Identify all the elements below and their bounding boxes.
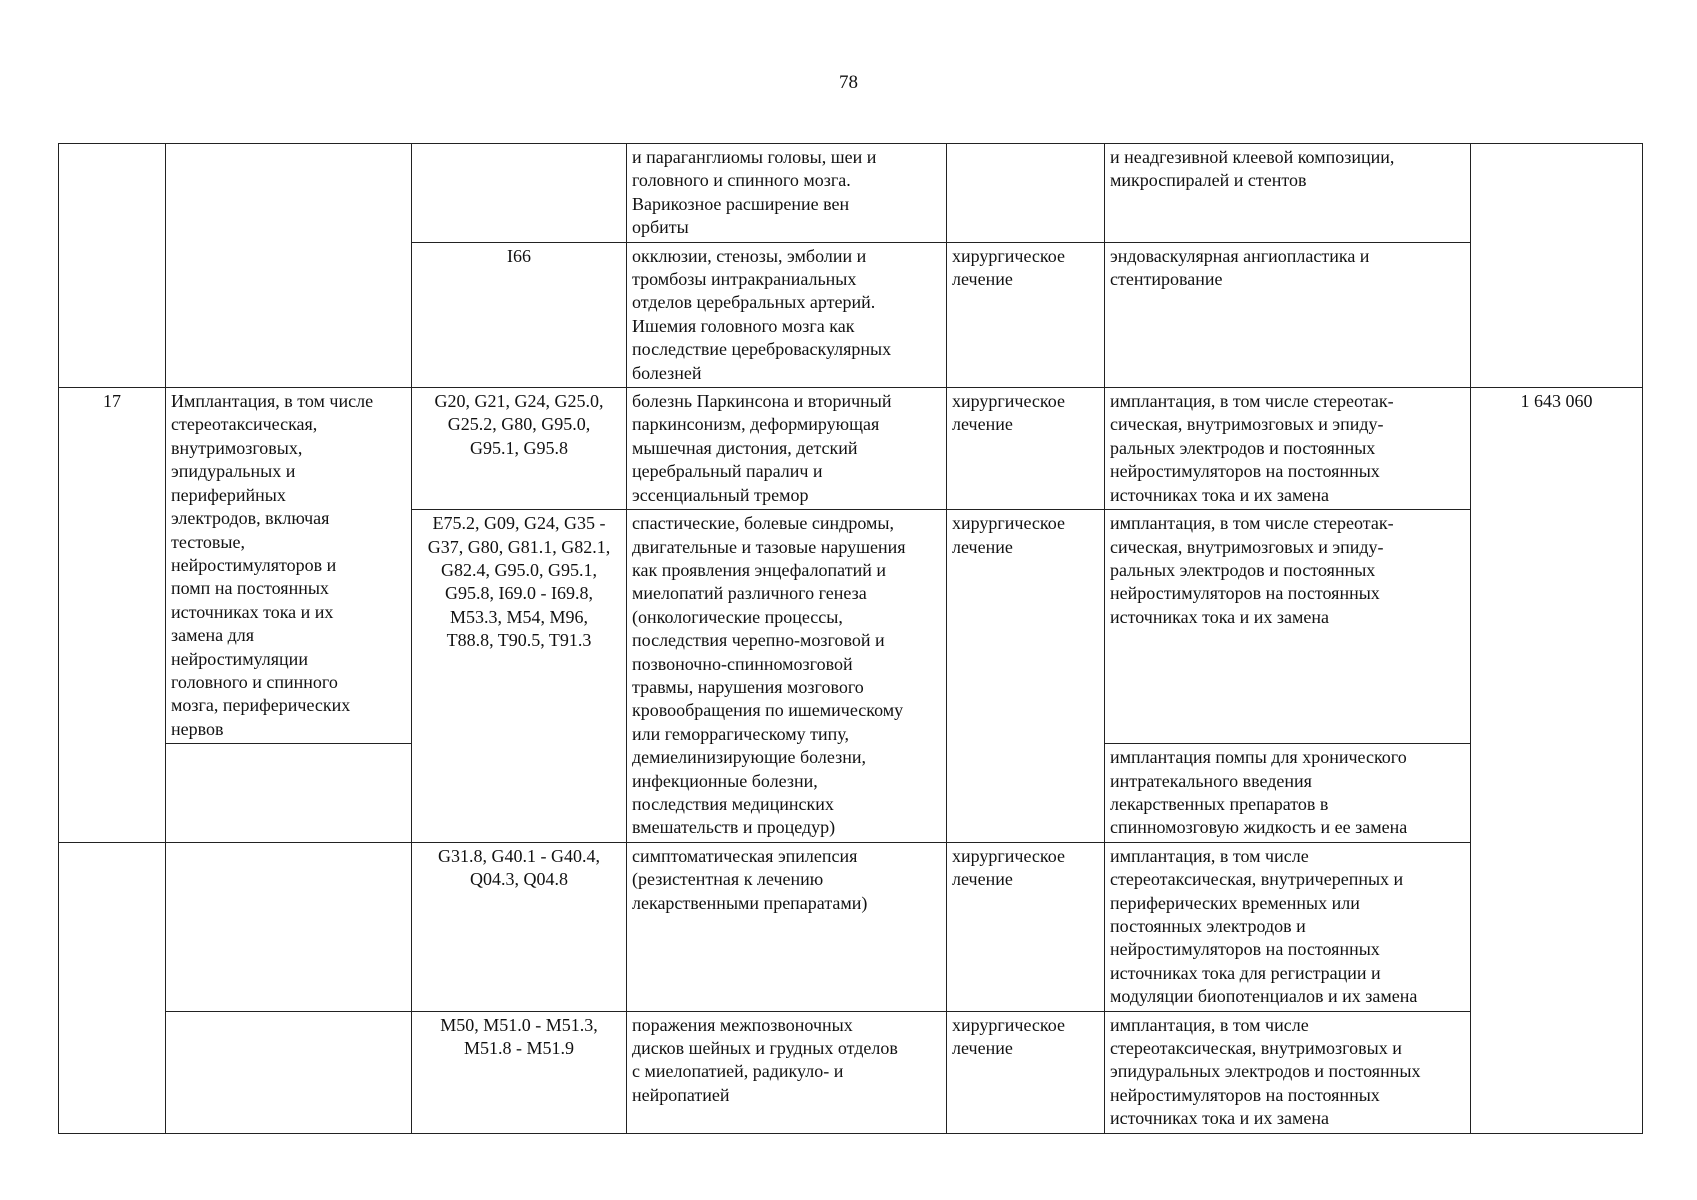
code-cell: E75.2, G09, G24, G35 - G37, G80, G81.1, G82.1, G82.4, G95.0, G95.1, G95.8, I69.0 - I69.8, M53.3, M54, M96, T88.8, T90.5, T91.3 (412, 510, 627, 843)
diagnosis-cell: поражения межпозвоночных дисков шейных и грудных отделов с миелопатией, радикуло- и нейропатией (627, 1011, 947, 1133)
treatment-cell (947, 144, 1105, 243)
method-cell: имплантация, в том числе стереотак- сическая, внутримозговых и эпиду- ральных электродов и постоянных нейростимуляторов на постоянных источниках тока и их замена (1105, 510, 1471, 744)
cost-cell (1471, 144, 1643, 388)
method-cell: эндоваскулярная ангиопластика и стентирование (1105, 242, 1471, 387)
code-cell: G31.8, G40.1 - G40.4, Q04.3, Q04.8 (412, 842, 627, 1011)
treatment-cell: хирургическое лечение (947, 842, 1105, 1011)
diagnosis-cell: симптоматическая эпилепсия (резистентная к лечению лекарственными препаратами) (627, 842, 947, 1011)
number-cell (59, 842, 166, 1133)
treatment-cell: хирургическое лечение (947, 242, 1105, 387)
diagnosis-cell: и параганглиомы головы, шеи и головного и спинного мозга. Варикозное расширение вен орбиты (627, 144, 947, 243)
treatment-cell: хирургическое лечение (947, 1011, 1105, 1133)
method-cell: имплантация, в том числе стереотак- сическая, внутримозговых и эпиду- ральных электродов и постоянных нейростимуляторов на постоянных источниках тока и их замена (1105, 388, 1471, 510)
name-cell (166, 744, 412, 843)
treatment-cell: хирургическое лечение (947, 388, 1105, 510)
table-row (59, 1011, 1643, 1133)
table-row (59, 388, 1643, 510)
diagnosis-cell: спастические, болевые синдромы, двигательные и тазовые нарушения как проявления энцефалопатий и миелопатий различного генеза (онкологические процессы, последствия черепно-мозговой и позвоночно-спинномозговой травмы, нарушения мозгового кровообращения по ишемическому или геморрагическому типу, демиелинизирующие болезни, инфекционные болезни, последствия медицинских вмешательств и процедур) (627, 510, 947, 843)
table-row (59, 842, 1643, 1011)
treatment-cell: хирургическое лечение (947, 510, 1105, 843)
method-cell: имплантация, в том числе стереотаксическая, внутричерепных и периферических временных или постоянных электродов и нейростимуляторов на постоянных источниках тока для регистрации и модуляции биопотенциалов и их замена (1105, 842, 1471, 1011)
code-cell (412, 144, 627, 243)
code-cell: G20, G21, G24, G25.0, G25.2, G80, G95.0, G95.1, G95.8 (412, 388, 627, 510)
diagnosis-cell: окклюзии, стенозы, эмболии и тромбозы интракраниальных отделов церебральных артерий. Ишемия головного мозга как последствие цереброваскулярных болезней (627, 242, 947, 387)
number-cell (59, 144, 166, 388)
method-cell: имплантация, в том числе стереотаксическая, внутримозговых и эпидуральных электродов и постоянных нейростимуляторов на постоянных источниках тока и их замена (1105, 1011, 1471, 1133)
method-cell: имплантация помпы для хронического интратекального введения лекарственных препаратов в спинномозговую жидкость и ее замена (1105, 744, 1471, 843)
diagnosis-cell: болезнь Паркинсона и вторичный паркинсонизм, деформирующая мышечная дистония, детский церебральный паралич и эссенциальный тремор (627, 388, 947, 510)
name-cell (166, 1011, 412, 1133)
table-row (59, 144, 1643, 243)
name-cell: Имплантация, в том числе стереотаксическая, внутримозговых, эпидуральных и периферийных электродов, включая тестовые, нейростимуляторов и помп на постоянных источниках тока и их замена для нейростимуляции головного и спинного мозга, периферических нервов (166, 388, 412, 744)
medical-care-table (58, 143, 1643, 1134)
code-cell: I66 (412, 242, 627, 387)
code-cell: M50, M51.0 - M51.3, M51.8 - M51.9 (412, 1011, 627, 1133)
page-number: 78 (839, 72, 858, 93)
name-cell (166, 144, 412, 388)
name-cell (166, 842, 412, 1011)
method-cell: и неадгезивной клеевой композиции, микроспиралей и стентов (1105, 144, 1471, 243)
number-cell: 17 (59, 388, 166, 843)
cost-cell: 1 643 060 (1471, 388, 1643, 1134)
